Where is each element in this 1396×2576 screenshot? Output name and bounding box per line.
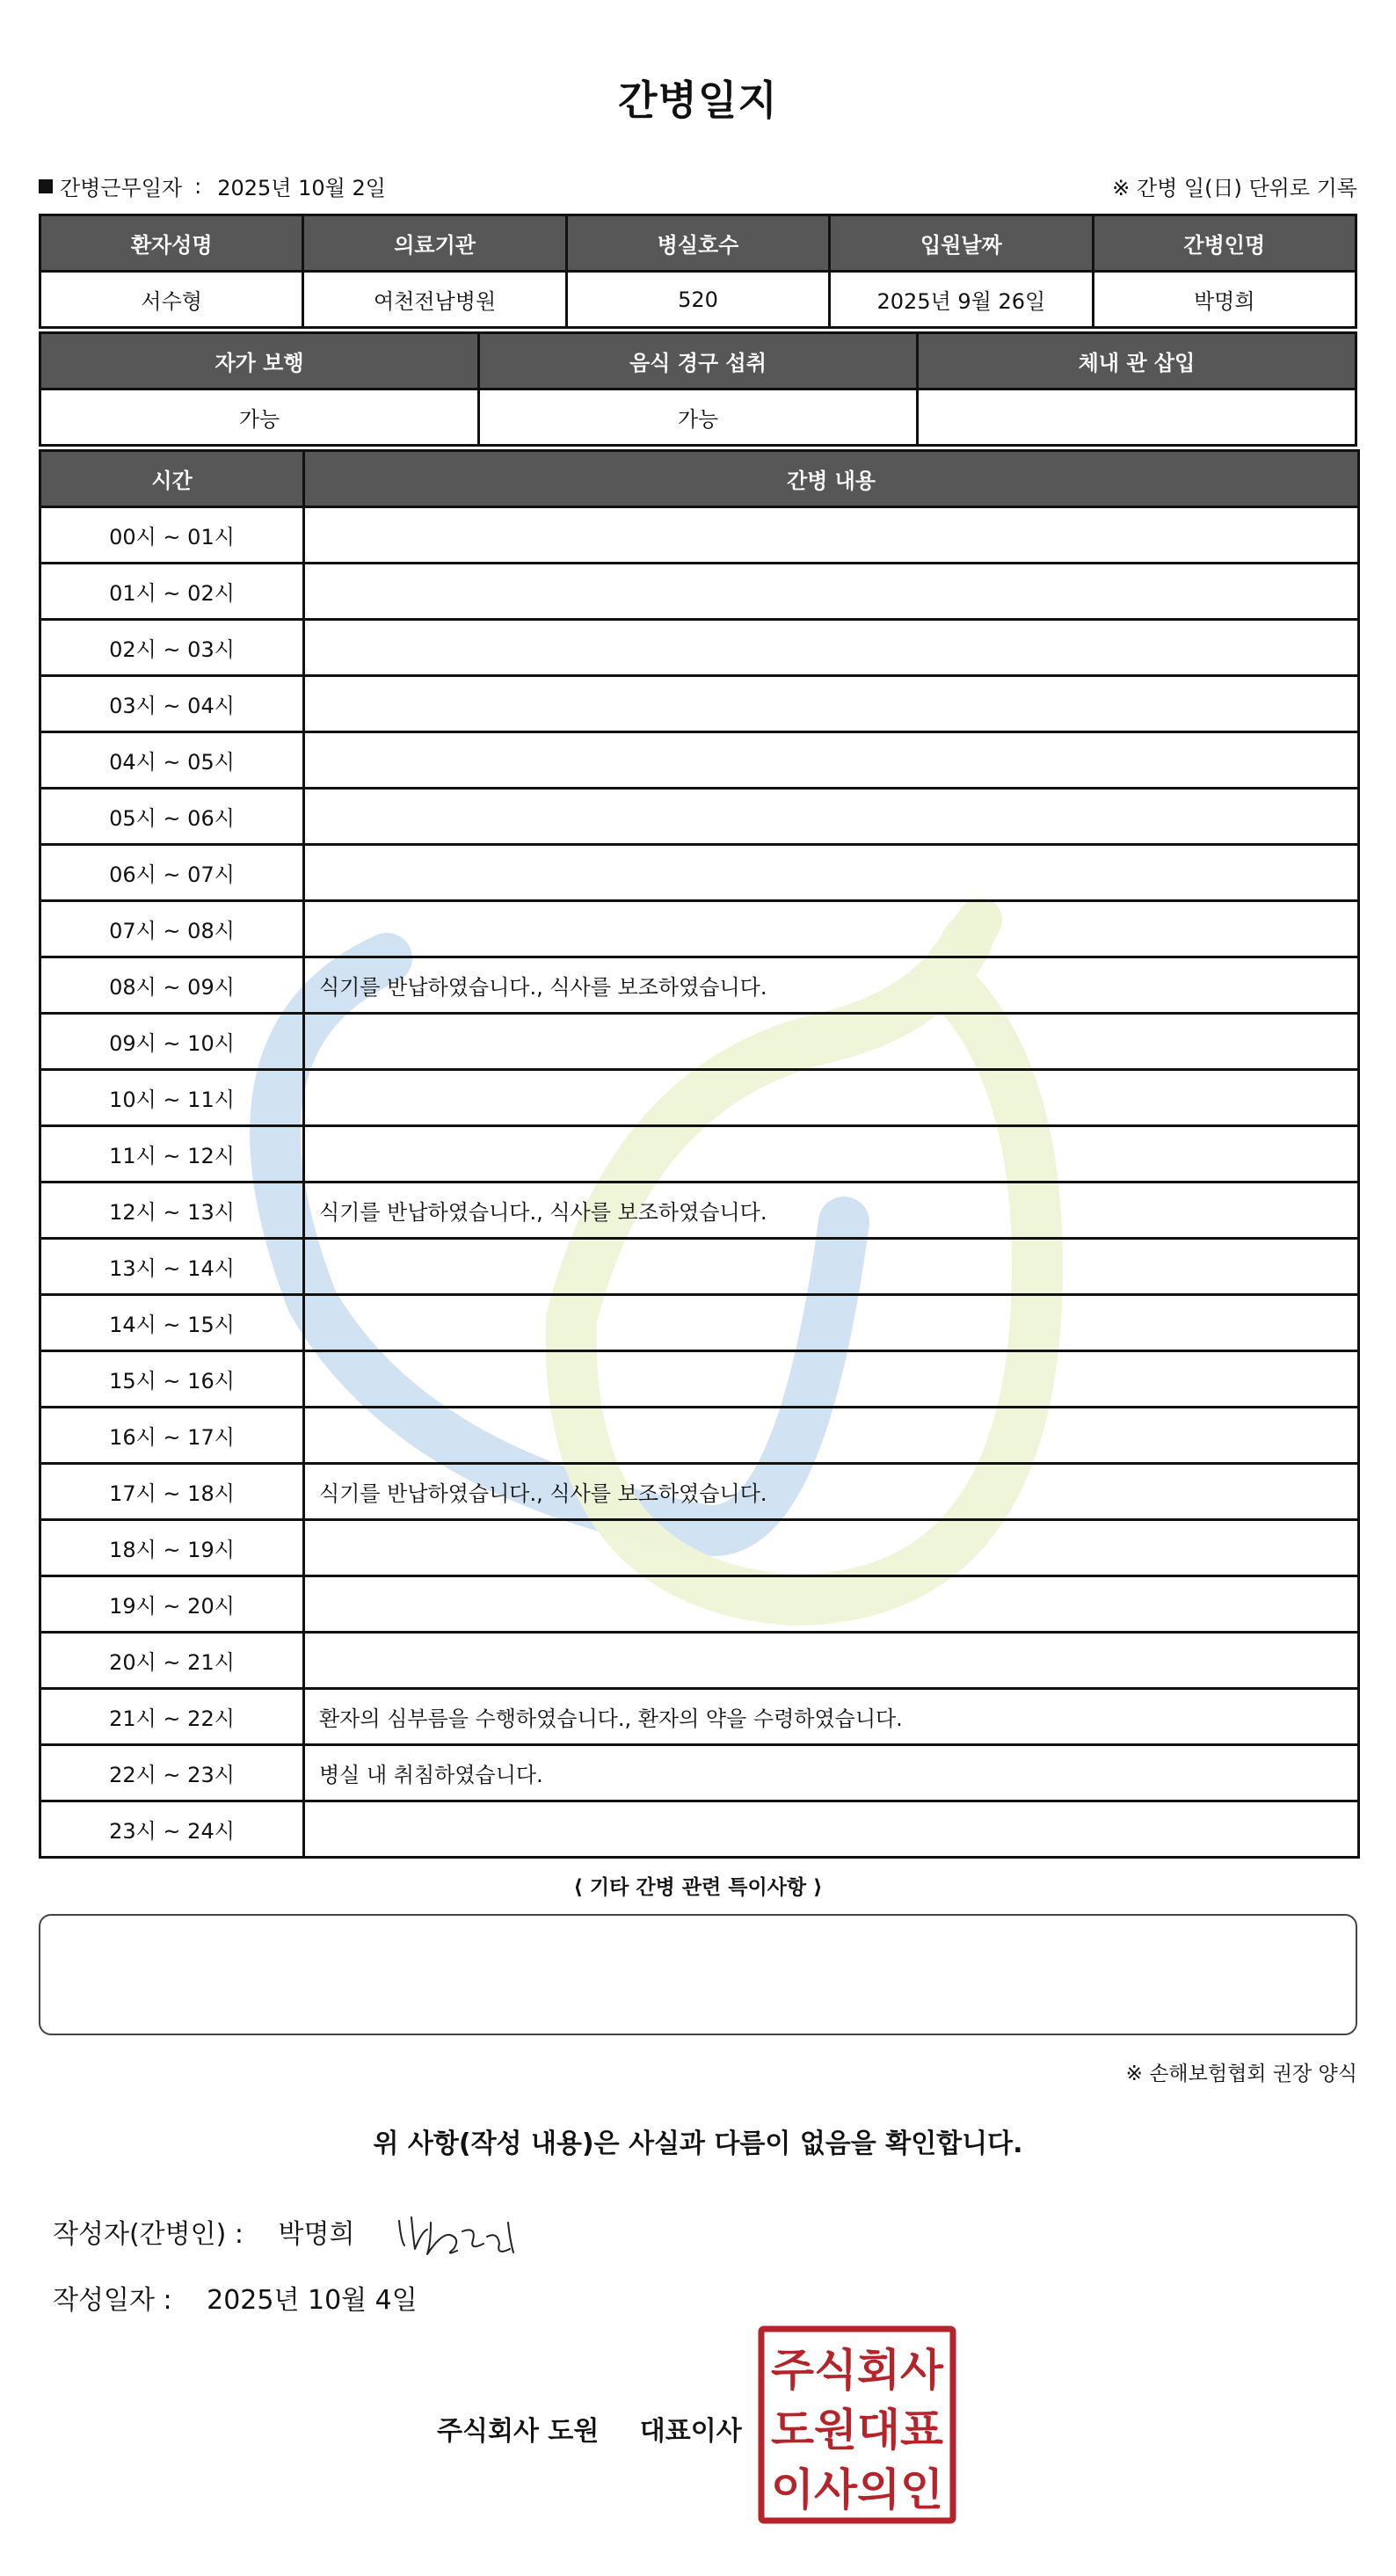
- time-cell: 03시 ~ 04시: [40, 676, 304, 732]
- care-content-cell: [304, 1239, 1359, 1295]
- time-cell: 11시 ~ 12시: [40, 1126, 304, 1182]
- care-content-cell: [304, 1520, 1359, 1576]
- time-cell: 18시 ~ 19시: [40, 1520, 304, 1576]
- table-row: [40, 901, 1359, 957]
- table-row: [40, 1126, 1359, 1182]
- caregiver-name-cell: 박명희: [1093, 272, 1356, 328]
- time-cell: 05시 ~ 06시: [40, 789, 304, 845]
- writer-name: 박명희: [278, 2219, 355, 2250]
- header-hospital: 의료기관: [303, 215, 566, 272]
- document-title: 간병일지: [618, 76, 778, 124]
- header-oral-intake: 음식 경구 섭취: [479, 333, 918, 389]
- time-cell: 21시 ~ 22시: [40, 1689, 304, 1745]
- work-date-label: 간병근무일자: [60, 176, 183, 200]
- care-content-cell: 식기를 반납하였습니다., 식사를 보조하였습니다.: [304, 1182, 1359, 1239]
- care-content-cell: [304, 1351, 1359, 1408]
- time-cell: 19시 ~ 20시: [40, 1576, 304, 1633]
- work-date-colon: :: [194, 173, 202, 199]
- header-patient-name: 환자성명: [40, 215, 303, 272]
- company-seal-stamp: [758, 2325, 956, 2524]
- care-content-cell: 식기를 반납하였습니다., 식사를 보조하였습니다.: [304, 1464, 1359, 1520]
- care-content-cell: [304, 845, 1359, 901]
- header-time: 시간: [40, 451, 304, 507]
- care-content-cell: [304, 676, 1359, 732]
- care-content-cell: [304, 901, 1359, 957]
- table-row: [40, 1801, 1359, 1858]
- time-cell: 10시 ~ 11시: [40, 1070, 304, 1126]
- care-content-cell: [304, 732, 1359, 789]
- table-row: [40, 789, 1359, 845]
- header-caregiver-name: 간병인명: [1093, 215, 1356, 272]
- table-row: [40, 1014, 1359, 1070]
- table-row: [40, 676, 1359, 732]
- self-walking-cell: 가능: [40, 389, 479, 446]
- care-content-cell: 병실 내 취침하였습니다.: [304, 1745, 1359, 1801]
- written-date-row: [53, 2278, 418, 2317]
- time-cell: 04시 ~ 05시: [40, 732, 304, 789]
- tube-insertion-cell: [918, 389, 1356, 446]
- time-cell: 15시 ~ 16시: [40, 1351, 304, 1408]
- table-row: [40, 1633, 1359, 1689]
- care-content-cell: [304, 620, 1359, 676]
- time-cell: 07시 ~ 08시: [40, 901, 304, 957]
- time-cell: 23시 ~ 24시: [40, 1801, 304, 1858]
- care-content-cell: [304, 789, 1359, 845]
- time-cell: 14시 ~ 15시: [40, 1295, 304, 1351]
- time-cell: 08시 ~ 09시: [40, 957, 304, 1014]
- svg-text:주식회사: 주식회사: [771, 2345, 944, 2396]
- time-cell: 01시 ~ 02시: [40, 564, 304, 620]
- care-content-cell: 식기를 반납하였습니다., 식사를 보조하였습니다.: [304, 957, 1359, 1014]
- time-cell: 17시 ~ 18시: [40, 1464, 304, 1520]
- remarks-box: [39, 1914, 1357, 2035]
- care-content-cell: [304, 1295, 1359, 1351]
- care-content-cell: [304, 507, 1359, 564]
- care-content-cell: [304, 1126, 1359, 1182]
- confirmation-statement: 위 사항(작성 내용)은 사실과 다름이 없음을 확인합니다.: [373, 2128, 1023, 2159]
- hospital-cell: 여천전남병원: [303, 272, 566, 328]
- table-row: [40, 1464, 1359, 1520]
- time-cell: 22시 ~ 23시: [40, 1745, 304, 1801]
- header-room-number: 병실호수: [566, 215, 829, 272]
- work-date-row: [39, 171, 386, 201]
- time-cell: 20시 ~ 21시: [40, 1633, 304, 1689]
- table-row: [40, 507, 1359, 564]
- table-row: [40, 1182, 1359, 1239]
- oral-intake-cell: 가능: [479, 389, 918, 446]
- work-date-value: 2025년 10월 2일: [217, 176, 386, 200]
- patient-info-table: [39, 214, 1357, 329]
- table-row: [40, 957, 1359, 1014]
- remarks-title: ⟨ 기타 간병 관련 특이사항 ⟩: [573, 1876, 823, 1899]
- patient-status-table: [39, 331, 1357, 447]
- written-date-label: 작성일자 :: [53, 2285, 172, 2316]
- care-content-cell: [304, 1576, 1359, 1633]
- time-cell: 12시 ~ 13시: [40, 1182, 304, 1239]
- table-row: [40, 1576, 1359, 1633]
- time-cell: 00시 ~ 01시: [40, 507, 304, 564]
- daily-record-note: ※ 간병 일(日) 단위로 기록: [1112, 176, 1357, 200]
- svg-text:도원대표: 도원대표: [771, 2405, 944, 2456]
- time-cell: 09시 ~ 10시: [40, 1014, 304, 1070]
- care-content-cell: [304, 1014, 1359, 1070]
- header-self-walking: 자가 보행: [40, 333, 479, 389]
- table-row: [40, 1239, 1359, 1295]
- time-cell: 13시 ~ 14시: [40, 1239, 304, 1295]
- svg-text:이사의인: 이사의인: [771, 2464, 943, 2515]
- care-log-table: [39, 449, 1360, 1859]
- company-row: [437, 2409, 742, 2448]
- patient-name-cell: 서수형: [40, 272, 303, 328]
- care-content-cell: [304, 564, 1359, 620]
- table-row: [40, 1520, 1359, 1576]
- ceo-title: 대표이사: [639, 2416, 742, 2447]
- care-content-cell: [304, 1633, 1359, 1689]
- table-row: [40, 564, 1359, 620]
- table-row: [40, 620, 1359, 676]
- table-row: [40, 1070, 1359, 1126]
- table-row: [40, 1351, 1359, 1408]
- writer-label: 작성자(간병인) :: [53, 2219, 244, 2250]
- company-name: 주식회사 도원: [437, 2416, 600, 2447]
- care-content-cell: [304, 1801, 1359, 1858]
- admission-date-cell: 2025년 9월 26일: [830, 272, 1093, 328]
- writer-row: [53, 2212, 354, 2251]
- care-content-cell: [304, 1070, 1359, 1126]
- care-content-cell: 환자의 심부름을 수행하였습니다., 환자의 약을 수령하였습니다.: [304, 1689, 1359, 1745]
- time-cell: 16시 ~ 17시: [40, 1408, 304, 1464]
- bullet-square-icon: [39, 179, 53, 193]
- table-row: [40, 1745, 1359, 1801]
- care-content-cell: [304, 1408, 1359, 1464]
- table-row: [40, 845, 1359, 901]
- header-tube-insertion: 체내 관 삽입: [918, 333, 1356, 389]
- time-cell: 06시 ~ 07시: [40, 845, 304, 901]
- room-number-cell: 520: [566, 272, 829, 328]
- written-date-value: 2025년 10월 4일: [207, 2285, 418, 2316]
- table-row: [40, 1408, 1359, 1464]
- table-row: [40, 1295, 1359, 1351]
- header-admission-date: 입원날짜: [830, 215, 1093, 272]
- time-cell: 02시 ~ 03시: [40, 620, 304, 676]
- table-row: [40, 1689, 1359, 1745]
- header-care-content: 간병 내용: [304, 451, 1359, 507]
- table-row: [40, 732, 1359, 789]
- handwritten-signature: [392, 2205, 524, 2267]
- form-source-note: ※ 손해보험협회 권장 양식: [1125, 2063, 1357, 2085]
